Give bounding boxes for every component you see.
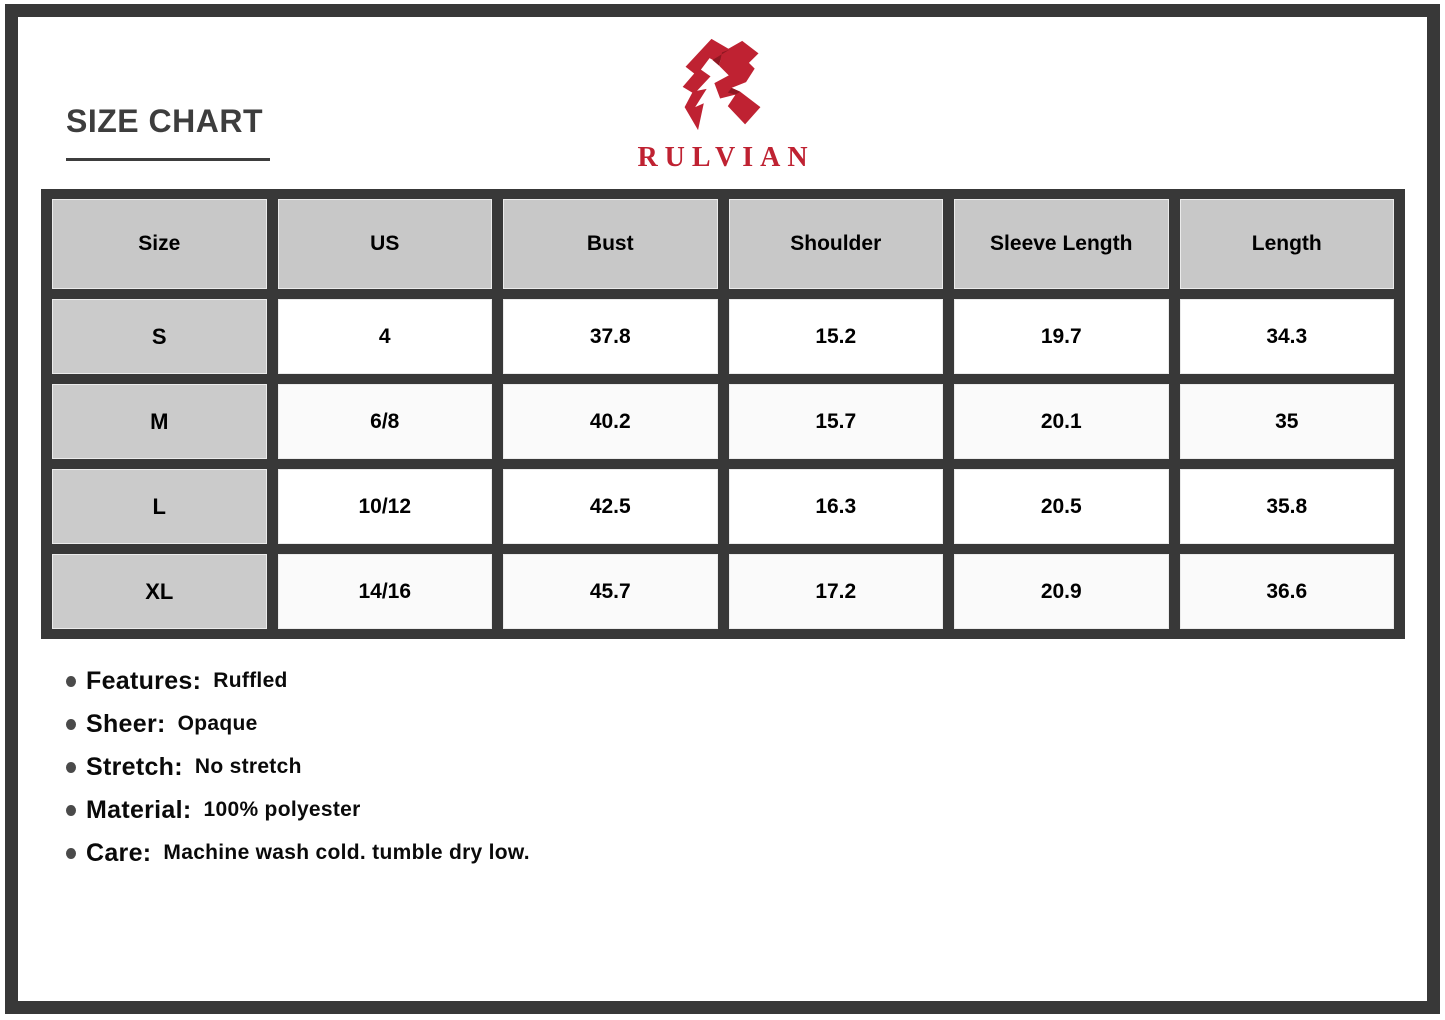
table-cell: 45.7 (503, 554, 718, 629)
detail-item-stretch (66, 753, 530, 781)
table-cell: 4 (278, 299, 493, 374)
size-label-cell: S (52, 299, 267, 374)
product-details-list (66, 667, 530, 867)
column-header-bust: Bust (503, 199, 718, 289)
detail-item-material (66, 796, 530, 824)
table-cell: 10/12 (278, 469, 493, 544)
table-cell: 20.5 (954, 469, 1169, 544)
detail-item-care (66, 839, 530, 867)
table-cell: 17.2 (729, 554, 944, 629)
column-header-us: US (278, 199, 493, 289)
column-header-shoulder: Shoulder (729, 199, 944, 289)
bullet-icon (66, 676, 76, 687)
rulvian-r-logo-icon (675, 35, 771, 135)
table-cell: 35 (1180, 384, 1395, 459)
bullet-icon (66, 805, 76, 816)
size-label-cell: L (52, 469, 267, 544)
detail-label: Sheer: (86, 709, 166, 738)
table-cell: 36.6 (1180, 554, 1395, 629)
detail-label: Material: (86, 795, 192, 824)
detail-item-features (66, 667, 530, 695)
table-cell: 35.8 (1180, 469, 1395, 544)
size-chart-table (41, 189, 1405, 639)
detail-label: Stretch: (86, 752, 183, 781)
table-header-row (52, 199, 1394, 289)
table-row-m (52, 384, 1394, 459)
table-row-l (52, 469, 1394, 544)
column-header-length: Length (1180, 199, 1395, 289)
table-cell: 15.7 (729, 384, 944, 459)
size-label-cell: XL (52, 554, 267, 629)
table-cell: 15.2 (729, 299, 944, 374)
detail-value: Ruffled (213, 669, 288, 692)
table-cell: 6/8 (278, 384, 493, 459)
detail-value: No stretch (194, 755, 302, 778)
table-cell: 42.5 (503, 469, 718, 544)
bullet-icon (66, 719, 76, 730)
detail-item-sheer (66, 710, 530, 738)
brand-name: RULVIAN (637, 142, 815, 173)
detail-value: Machine wash cold. tumble dry low. (163, 841, 530, 864)
table-cell: 40.2 (503, 384, 718, 459)
column-header-sleeve-length: Sleeve Length (954, 199, 1169, 289)
table-cell: 20.1 (954, 384, 1169, 459)
table-cell: 16.3 (729, 469, 944, 544)
table-row-xl (52, 554, 1394, 629)
detail-label: Care: (86, 838, 152, 867)
page-frame (5, 4, 1440, 1014)
table-cell: 37.8 (503, 299, 718, 374)
bullet-icon (66, 762, 76, 773)
table-cell: 34.3 (1180, 299, 1395, 374)
size-label-cell: M (52, 384, 267, 459)
table-cell: 14/16 (278, 554, 493, 629)
brand-logo (18, 35, 1427, 174)
detail-value: 100% polyester (203, 798, 361, 821)
table-cell: 19.7 (954, 299, 1169, 374)
table-row-s (52, 299, 1394, 374)
column-header-size: Size (52, 199, 267, 289)
page-title: SIZE CHART (66, 103, 263, 139)
detail-value: Opaque (177, 712, 258, 735)
detail-label: Features: (86, 666, 202, 695)
bullet-icon (66, 848, 76, 859)
table-cell: 20.9 (954, 554, 1169, 629)
